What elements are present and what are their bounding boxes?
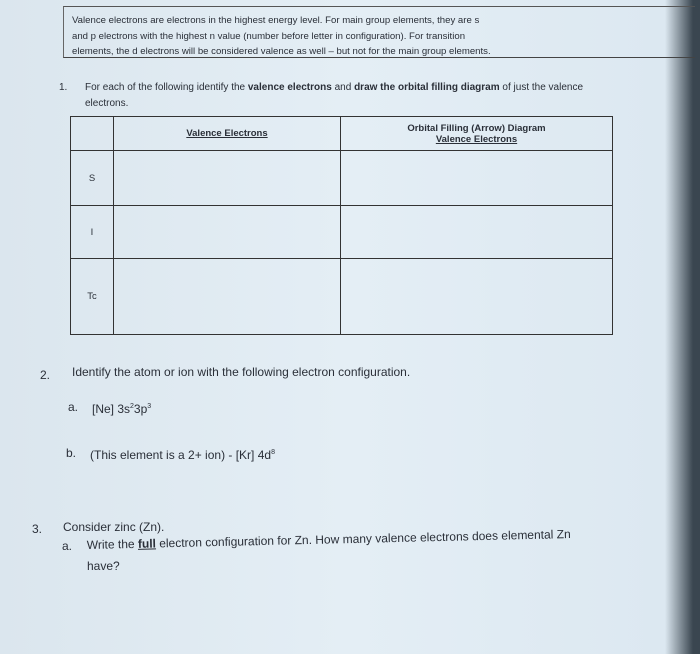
part-label: a. [62,539,73,553]
intro-line: elements, the d electrons will be considered valence as well – but not for the main group elements. [72,46,491,57]
element-label: S [71,151,114,206]
question-text: For each of the following identify the valence electrons and draw the orbital filling diagram of just the valence electrons. [85,82,584,109]
intro-line: and p electrons with the highest n value (number before letter in configuration). For transition [72,30,466,42]
element-label: I [71,206,114,259]
table-row [71,259,613,335]
answer-cell[interactable] [114,206,341,259]
answer-cell[interactable] [114,259,341,335]
intro-box [63,6,695,58]
question-number: 1. [59,82,68,93]
part-label: a. [68,400,79,414]
table-row [71,151,613,206]
answer-cell[interactable] [341,206,613,259]
table-header [71,117,613,151]
part-a-text-line2: have? [87,559,120,573]
question-number: 3. [32,522,43,536]
part-label: b. [66,446,77,460]
config-a: [Ne] $3s^23p^3$ [92,402,152,416]
question-1 [59,80,623,112]
header-valence-electrons: Valence Electrons [186,128,268,139]
config-b: (This element is a 2+ ion) - [Kr] $4d^8$ [90,448,275,462]
table-row [71,206,613,259]
answer-cell[interactable] [114,151,341,206]
part-a-text: Write the full electron configuration for Zn. How many valence electrons does elemental Zn [86,527,571,553]
valence-table [70,116,613,335]
question-number: 2. [40,368,51,382]
answer-cell[interactable] [341,259,613,335]
header-valence-electrons-2: Valence Electrons [435,133,518,145]
header-orbital-diagram: Orbital Filling (Arrow) Diagram [407,122,546,134]
question-text: Identify the atom or ion with the following electron configuration. [72,365,411,379]
element-label: Tc [71,259,114,335]
intro-line: Valence electrons are electrons in the highest energy level. For main group elements, they are s [72,15,480,26]
answer-cell[interactable] [341,151,613,206]
question-text: Consider zinc (Zn). [63,520,165,534]
